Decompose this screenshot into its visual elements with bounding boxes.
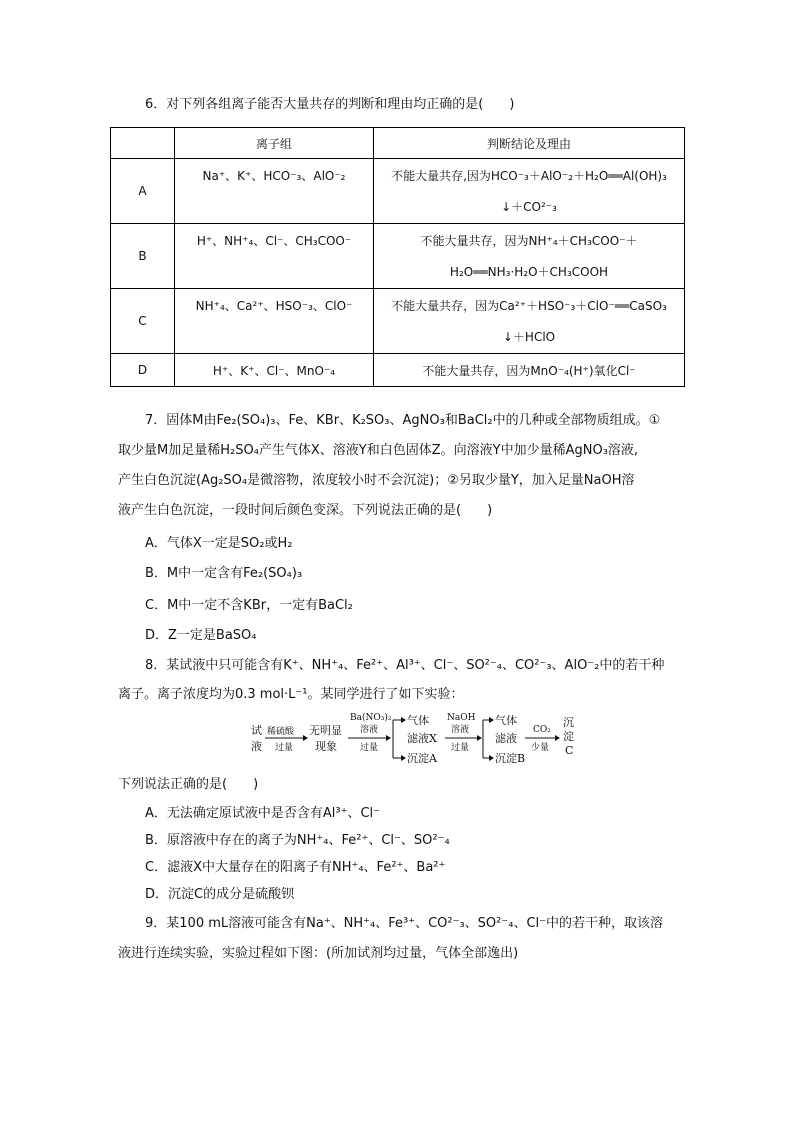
q8-line-1: 8．某试液中只可能含有K⁺、NH⁺₄、Fe²⁺、Al³⁺、Cl⁻、SO²⁻₄、CO²⁻₃、AlO⁻₂中的若干种 bbox=[145, 658, 665, 673]
q8-option-b: B．原溶液中存在的离子为NH⁺₄、Fe²⁺、Cl⁻、SO²⁻₄ bbox=[145, 833, 450, 848]
q9-line-2: 液进行连续实验，实验过程如下图：(所加试剂均过量，气体全部逸出) bbox=[118, 946, 519, 961]
flow-precip-a: 沉淀A bbox=[407, 752, 437, 765]
table-row bbox=[111, 159, 685, 224]
q7-line-1: 7．固体M由Fe₂(SO₄)₃、Fe、KBr、K₂SO₃、AgNO₃和BaCl₂中的几种或全部物质组成。① bbox=[145, 413, 661, 428]
flow-arrowhead-1 bbox=[303, 735, 308, 741]
row-reason: 不能大量共存，因为MnO⁻₄(H⁺)氧化Cl⁻ bbox=[374, 354, 685, 387]
experiment-flowchart bbox=[245, 708, 585, 768]
flow-start-2: 液 bbox=[251, 740, 262, 753]
flow-gas-1: 气体 bbox=[407, 714, 429, 727]
flow-end-2: 淀 bbox=[563, 730, 574, 743]
flow-filtrate-2: 滤液 bbox=[495, 732, 517, 745]
flow-precip-b: 沉淀B bbox=[495, 752, 526, 765]
flow-mid1-1: 无明显 bbox=[309, 724, 342, 737]
flow-step3-bot: 过量 bbox=[451, 743, 470, 753]
q8-question: 下列说法正确的是( ) bbox=[118, 777, 259, 792]
header-cell-ions: 离子组 bbox=[175, 128, 374, 159]
q8-option-c: C．滤液X中大量存在的阳离子有NH⁺₄、Fe²⁺、Ba²⁺ bbox=[145, 860, 446, 875]
row-label: A bbox=[111, 159, 175, 224]
table-row bbox=[111, 354, 685, 387]
row-label: D bbox=[111, 354, 175, 387]
header-cell-reason: 判断结论及理由 bbox=[374, 128, 685, 159]
flow-end-1: 沉 bbox=[563, 716, 574, 729]
q7-line-4: 液产生白色沉淀，一段时间后颜色变深。下列说法正确的是( ) bbox=[118, 503, 493, 518]
table-row bbox=[111, 224, 685, 289]
flow-step1-bot: 过量 bbox=[275, 743, 294, 753]
row-ions: H⁺、NH⁺₄、Cl⁻、CH₃COO⁻ bbox=[175, 224, 374, 289]
row-reason: 不能大量共存，因为NH⁺₄＋CH₃COO⁻＋ H₂O══NH₃·H₂O＋CH₃COOH bbox=[374, 224, 685, 289]
flow-end-3: C bbox=[565, 744, 574, 757]
q7-option-c: C．M中一定不含KBr，一定有BaCl₂ bbox=[145, 598, 353, 613]
flow-arrowhead-2 bbox=[386, 735, 391, 741]
q7-line-3: 产生白色沉淀(Ag₂SO₄是微溶物，浓度较小时不会沉淀)；②另取少量Y，加入足量NaOH溶 bbox=[118, 473, 635, 488]
q6-stem: 6．对下列各组离子能否大量共存的判断和理由均正确的是( ) bbox=[145, 97, 515, 112]
row-label: B bbox=[111, 224, 175, 289]
ion-table bbox=[110, 127, 685, 387]
table-header-row bbox=[111, 128, 685, 159]
q7-option-d: D．Z一定是BaSO₄ bbox=[145, 628, 257, 643]
flow-step4-bot: 少量 bbox=[531, 743, 550, 753]
flow-step3-top2: 溶液 bbox=[451, 725, 470, 735]
row-reason: 不能大量共存，因为Ca²⁺＋HSO⁻₃＋ClO⁻══CaSO₃ ↓＋HClO bbox=[374, 289, 685, 354]
flow-filtrate-x: 滤液X bbox=[407, 732, 437, 745]
row-ions: NH⁺₄、Ca²⁺、HSO⁻₃、ClO⁻ bbox=[175, 289, 374, 354]
q7-option-a: A．气体X一定是SO₂或H₂ bbox=[145, 536, 293, 551]
row-ions: Na⁺、K⁺、HCO⁻₃、AlO⁻₂ bbox=[175, 159, 374, 224]
q8-option-a: A．无法确定原试液中是否含有Al³⁺、Cl⁻ bbox=[145, 806, 381, 821]
flow-step1-top: 稀硫酸 bbox=[267, 727, 295, 737]
flow-start-1: 试 bbox=[251, 724, 262, 737]
flow-step2-bot: 过量 bbox=[360, 743, 379, 753]
flow-step3-top1: NaOH bbox=[447, 713, 476, 723]
flow-gas-2: 气体 bbox=[495, 714, 517, 727]
q9-line-1: 9．某100 mL溶液可能含有Na⁺、NH⁺₄、Fe³⁺、CO²⁻₃、SO²⁻₄、Cl⁻中的若干种，取该溶 bbox=[145, 916, 664, 931]
q8-option-d: D．沉淀C的成分是硫酸钡 bbox=[145, 887, 295, 902]
flow-mid1-2: 现象 bbox=[315, 740, 337, 753]
q7-option-b: B．M中一定含有Fe₂(SO₄)₃ bbox=[145, 566, 303, 581]
row-reason: 不能大量共存,因为HCO⁻₃＋AlO⁻₂＋H₂O══Al(OH)₃ ↓＋CO²⁻₃ bbox=[374, 159, 685, 224]
flow-step4-top: CO₂ bbox=[533, 725, 551, 735]
flow-step2-top2: 溶液 bbox=[360, 725, 379, 735]
header-cell-blank bbox=[111, 128, 175, 159]
q8-line-2: 离子。离子浓度均为0.3 mol·L⁻¹。某同学进行了如下实验： bbox=[118, 687, 464, 702]
q7-line-2: 取少量M加足量稀H₂SO₄产生气体X、溶液Y和白色固体Z。向溶液Y中加少量稀AgNO₃溶液, bbox=[118, 443, 639, 458]
flow-step2-top1: Ba(NO₃)₂ bbox=[350, 713, 392, 723]
table-row bbox=[111, 289, 685, 354]
row-label: C bbox=[111, 289, 175, 354]
row-ions: H⁺、K⁺、Cl⁻、MnO⁻₄ bbox=[175, 354, 374, 387]
